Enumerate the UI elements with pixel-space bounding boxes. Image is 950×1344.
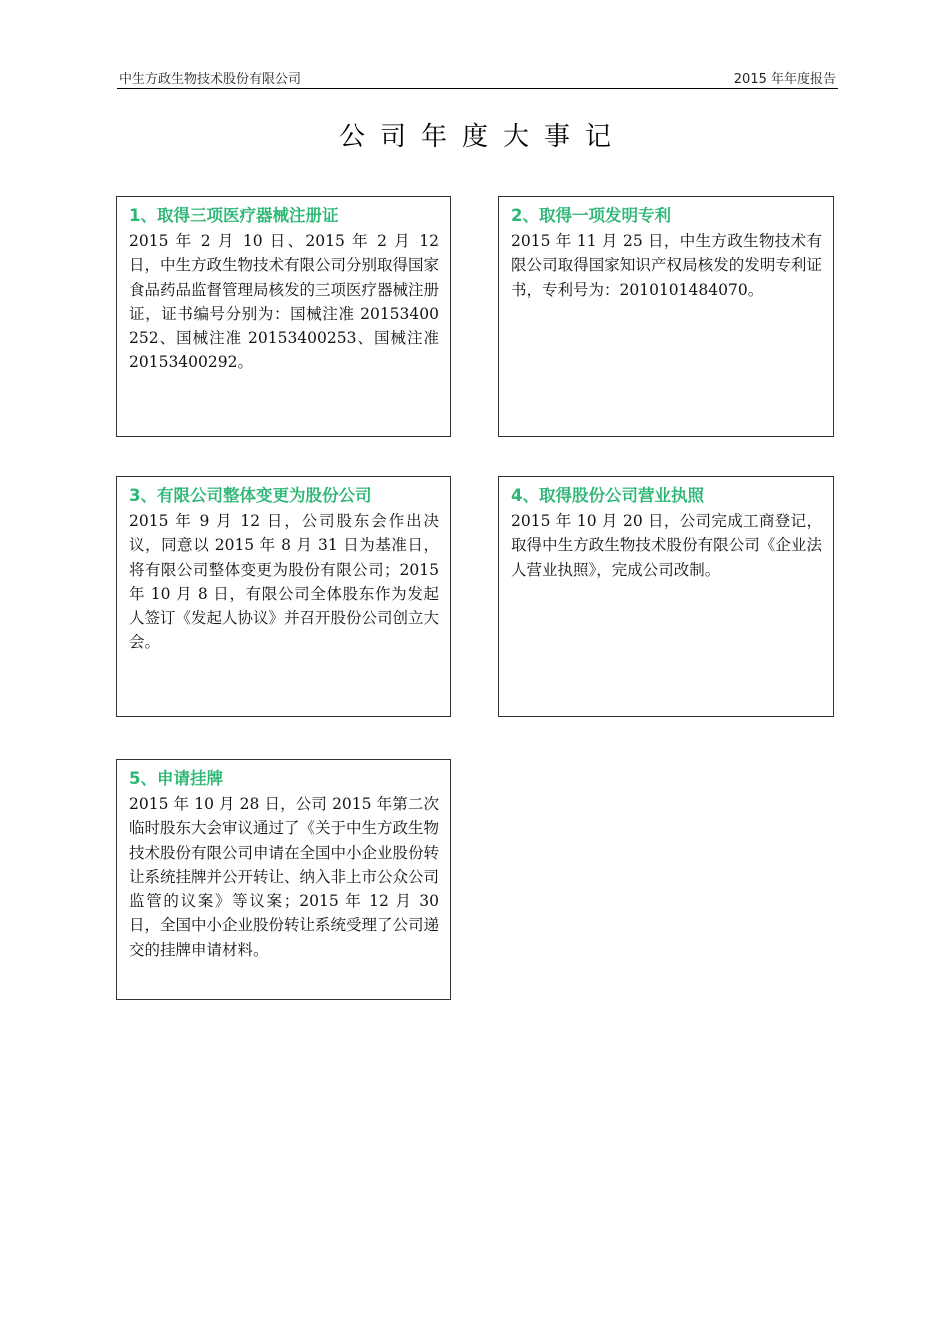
event-body: 2015 年 9 月 12 日，公司股东会作出决议，同意以 2015 年 8 月 31 日为基准日，将有限公司整体变更为股份有限公司；2015 年 10 月 8 日，有限公司全体股东作为发起人签订《发起人协议》并召开股份公司创立大会。 [129,512,440,652]
event-title: 3、有限公司整体变更为股份公司 [129,486,372,505]
page-title: 公司年度大事记 [338,122,626,152]
event-card-2 [498,196,834,437]
header-report-title: 2015 年年度报告 [733,72,836,87]
header-company-name: 中生方政生物技术股份有限公司 [119,72,302,87]
event-title: 4、取得股份公司营业执照 [511,486,704,505]
event-title: 1、取得三项医疗器械注册证 [129,206,339,225]
event-card-4 [498,476,834,717]
event-title: 2、取得一项发明专利 [511,206,671,225]
event-body: 2015 年 11 月 25 日，中生方政生物技术有限公司取得国家知识产权局核发的发明专利证书，专利号为：2010101484070。 [511,232,822,299]
event-body: 2015 年 2 月 10 日、2015 年 2 月 12 日，中生方政生物技术有限公司分别取得国家食品药品监督管理局核发的三项医疗器械注册证，证书编号分别为：国械注准 20153400252、国械注准 20153400253、国械注准 20153400292。 [129,232,440,372]
event-title: 5、申请挂牌 [129,769,223,788]
event-body: 2015 年 10 月 28 日，公司 2015 年第二次临时股东大会审议通过了《关于中生方政生物技术股份有限公司申请在全国中小企业股份转让系统挂牌并公开转让、纳入非上市公众公司监管的议案》等议案；2015 年 12 月 30 日，全国中小企业股份转让系统受理了公司递交的挂牌申请材料。 [129,795,440,959]
event-body: 2015 年 10 月 20 日，公司完成工商登记，取得中生方政生物技术股份有限公司《企业法人营业执照》，完成公司改制。 [511,512,822,579]
page-header [117,66,838,89]
event-card-5 [116,759,451,1000]
event-card-1 [116,196,451,437]
event-card-3 [116,476,451,717]
